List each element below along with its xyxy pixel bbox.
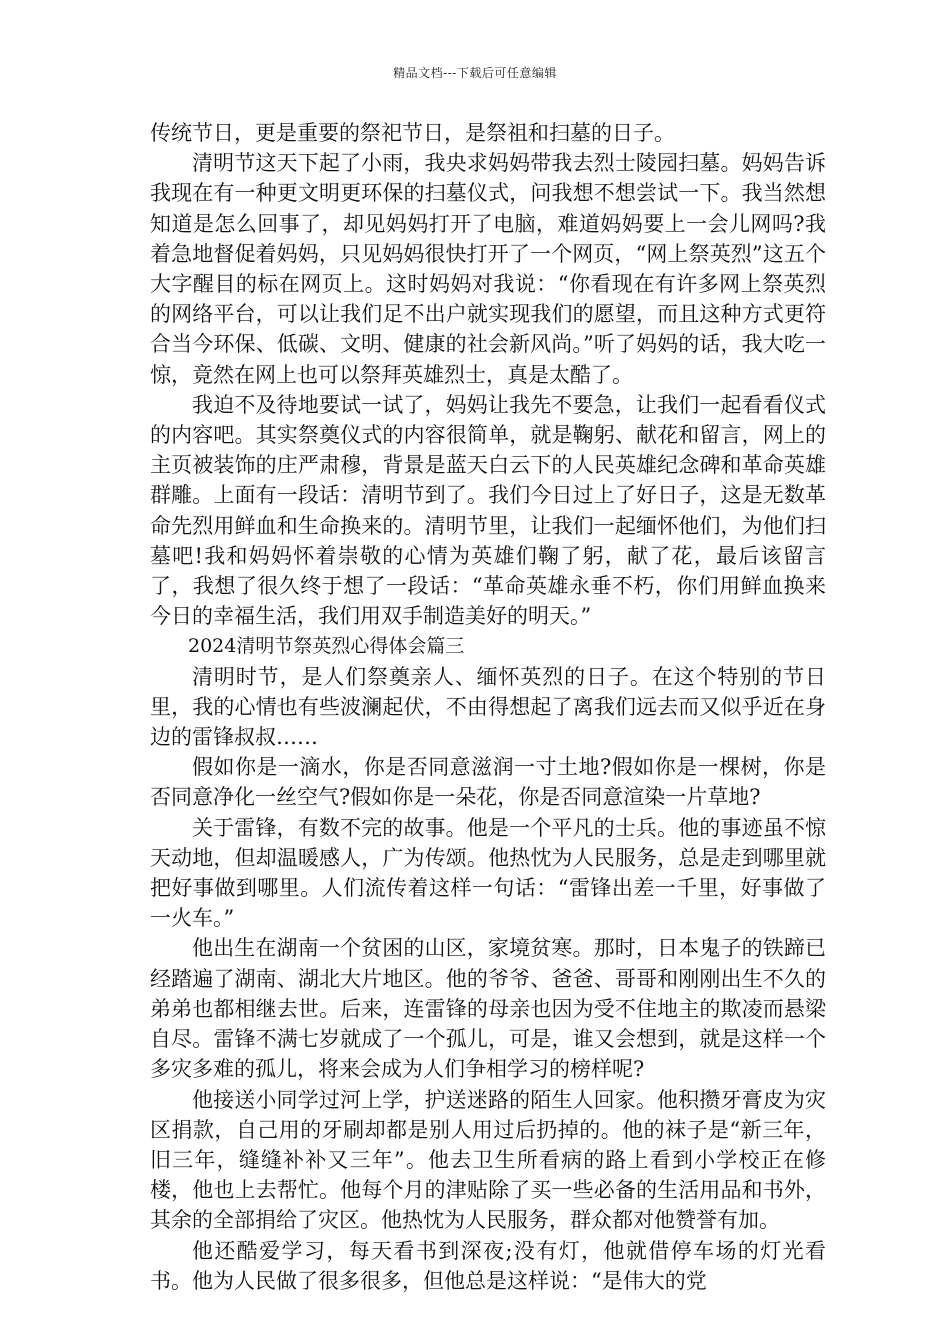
- document-body: [150, 118, 826, 1296]
- page-header: 精品文档---下载后可任意编辑: [393, 66, 557, 80]
- paragraph: 假如你是一滴水，你是否同意滋润一寸土地?假如你是一棵树，你是否同意净化一丝空气?假如你是一朵花，你是否同意渲染一片草地?: [150, 755, 826, 810]
- paragraph: 清明节这天下起了小雨，我央求妈妈带我去烈士陵园扫墓。妈妈告诉我现在有一种更文明更环保的扫墓仪式，问我想不想尝试一下。我当然想知道是怎么回事了，却见妈妈打开了电脑，难道妈妈要上一会儿网吗?我着急地督促着妈妈，只见妈妈很快打开了一个网页，“网上祭英烈”这五个大字醒目的标在网页上。这时妈妈对我说：“你看现在有许多网上祭英烈的网络平台，可以让我们足不出户就实现我们的愿望，而且这种方式更符合当今环保、低碳、文明、健康的社会新风尚。”听了妈妈的话，我大吃一惊，竟然在网上也可以祭拜英雄烈士，真是太酷了。: [150, 151, 826, 387]
- paragraph: 关于雷锋，有数不完的故事。他是一个平凡的士兵。他的事迹虽不惊天动地，但却温暖感人，广为传颂。他热忱为人民服务，总是走到哪里就把好事做到哪里。人们流传着这样一句话：“雷锋出差一千里，好事做了一火车。”: [150, 815, 826, 931]
- section-heading: 2024清明节祭英烈心得体会篇三: [188, 635, 465, 658]
- paragraph: 他接送小同学过河上学，护送迷路的陌生人回家。他积攒牙膏皮为灾区捐款，自己用的牙刷却都是别人用过后扔掉的。他的袜子是“新三年，旧三年，缝缝补补又三年”。他去卫生所看病的路上看到小学校正在修楼，他也上去帮忙。他每个月的津贴除了买一些必备的生活用品和书外，其余的全部捐给了灾区。他热忱为人民服务，群众都对他赞誉有加。: [150, 1087, 826, 1233]
- paragraph-continued: 传统节日，更是重要的祭祀节日，是祭祖和扫墓的日子。: [150, 121, 675, 145]
- paragraph: 我迫不及待地要试一试了，妈妈让我先不要急，让我们一起看看仪式的内容吧。其实祭奠仪式的内容很简单，就是鞠躬、献花和留言，网上的主页被装饰的庄严肃穆，背景是蓝天白云下的人民英雄纪念碑和革命英雄群雕。上面有一段话：清明节到了。我们今日过上了好日子，这是无数革命先烈用鲜血和生命换来的。清明节里，让我们一起缅怀他们，为他们扫墓吧!我和妈妈怀着崇敬的心情为英雄们鞠了躬，献了花，最后该留言了，我想了很久终于想了一段话：“革命英雄永垂不朽，你们用鲜血换来今日的幸福生活，我们用双手制造美好的明天。”: [150, 392, 826, 629]
- paragraph: 他还酷爱学习，每天看书到深夜;没有灯，他就借停车场的灯光看书。他为人民做了很多很多，但他总是这样说：“是伟大的党: [150, 1238, 826, 1293]
- paragraph: 清明时节，是人们祭奠亲人、缅怀英烈的日子。在这个特别的节日里，我的心情也有些波澜起伏，不由得想起了离我们远去而又似乎近在身边的雷锋叔叔……: [150, 664, 826, 750]
- paragraph: 他出生在湖南一个贫困的山区，家境贫寒。那时，日本鬼子的铁蹄已经踏遍了湖南、湖北大片地区。他的爷爷、爸爸、哥哥和刚刚出生不久的弟弟也都相继去世。后来，连雷锋的母亲也因为受不住地主的欺凌而悬梁自尽。雷锋不满七岁就成了一个孤儿，可是，谁又会想到，就是这样一个多灾多难的孤儿，将来会成为人们争相学习的榜样呢?: [150, 936, 826, 1082]
